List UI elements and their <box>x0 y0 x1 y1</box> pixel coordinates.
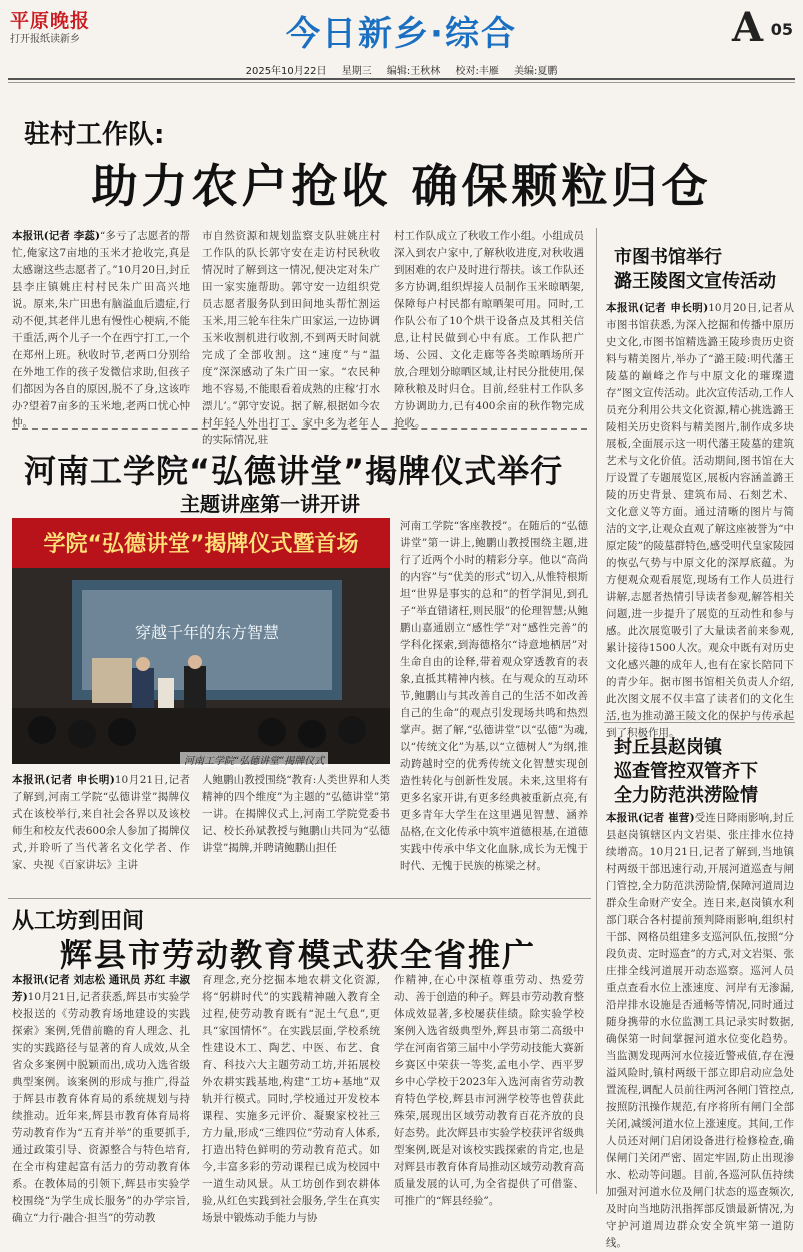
story3-column-1 <box>12 972 191 1224</box>
editor-credit: 编辑:王秋林 <box>386 66 441 77</box>
story3-top-rule <box>8 898 591 899</box>
side2-byline-note: (记者 崔营) <box>637 812 695 824</box>
story2-col3-text: 河南工学院“客座教授”。在随后的“弘德讲堂”第一讲上,鲍鹏山教授围绕主题,进行了近两个小时的精彩分享。他以“高尚的内容”与“优美的形式”切入,从惟特根斯坦“世界是事实的总和”的哲学洞见,到孔子“举直错诸枉,则民服”的伦理智慧;从鲍鹏山嘉通剧立“感性学”对“感性完善”的学科化探索,到海德格尔“诗意地栖居”对生命自由的诠释,带着观众穿透教育的表象,直抵其精神内核。在与观众的互动环节,鲍鹏山与其改善自己的生活不如改善自己的生命”的观点引发现场共鸣和热烈掌声。据了解,“弘德讲堂”以“弘德”为魂,以“传统文化”为基,以“立德树人”为纲,推动跨越时空的优秀传统文化智慧实现创造性转化与创新性发展。未来,这里将有更多名家开讲,有更多经典被重新点亮,有更多青年大学生在这里遇见智慧、涵养品格,在文化传承中筑牢道德根基,在道德实践中传承中华文化血脉,成长为无愧于时代、无愧于民族的栋梁之材。 <box>400 520 588 872</box>
side1-body <box>606 300 795 739</box>
issue-info-line <box>0 62 803 77</box>
story2-column-3 <box>400 518 588 890</box>
story3-column-2 <box>202 972 380 1224</box>
story3-byline-note: (记者 刘志松 通讯员 苏红 丰淑芳) <box>12 974 191 1003</box>
issue-weekday: 星期三 <box>341 66 372 77</box>
side1-title-line2: 潞王陵图文宣传活动 <box>614 271 776 292</box>
story1-col1-text: “多亏了志愿者的帮忙,俺家这7亩地的玉米才抢收完,真是太感谢这些志愿者了。”10月20日,封丘县李庄镇姚庄村村民朱广田高兴地说。原来,朱广田患有脑溢血后遗症,行动不便,其老伴儿患有慢性心梗病,不能干重活,两个儿子一个在西宁打工,一个在郑州上班。秋收时节,老两口分别给在外地工作的孩子发微信求助,但孩子们都因为各自的原因,脱不了身,这该咋办?望着7亩多的玉米地,老两口忧心忡忡。 <box>12 230 191 429</box>
designer-credit: 美编:夏鹏 <box>514 66 558 77</box>
page-number: 05 <box>770 20 793 39</box>
story1-kicker: 驻村工作队: <box>24 120 165 150</box>
story2-column-1 <box>12 772 190 890</box>
story2-byline-note: (记者 申长明) <box>45 774 115 786</box>
side2-body <box>606 810 794 1249</box>
section-divider-dashed <box>12 428 587 430</box>
story1-column-2 <box>202 228 380 446</box>
side1-title <box>614 246 794 294</box>
story1-byline: 本报讯 <box>12 230 44 242</box>
side2-title-line3: 全力防范洪涝险情 <box>614 785 758 806</box>
side1-byline: 本报讯 <box>606 302 639 314</box>
photo-banner-text: 学院“弘德讲堂”揭牌仪式暨首场 <box>43 532 359 557</box>
story1-byline-note: (记者 李蕊) <box>43 230 100 242</box>
side1-byline-note: (记者 申长明) <box>638 302 709 314</box>
header-rule <box>8 78 795 80</box>
page-letter: A <box>731 4 763 51</box>
side2-body-text: 受连日降雨影响,封丘县赵岗镇辖区内文岩渠、张庄排水位持续增高。10月21日,记者了解到,当地镇村两级干部迅速行动,开展河道巡查与闸门管控,全力防范洪涝险情,保障河道周边群众生命财产安全。连日来,赵岗镇水利部门联合各村提前预判降雨影响,组织村干部、网格员组建多支巡河队伍,按照“分段负责、定时巡查”的方式,对文岩渠、张庄排全线河道展开动态巡察。巡河人员重点查看水位上涨速度、河岸有无渗漏,沿岸排水设施是否通畅等情况,同时通过随身携带的水位监测工具记录实时数据,确保第一时间掌握河道水位变化趋势。当监测发现两河水位接近警戒值,存在漫溢风险时,镇村两级干部立即启动应急处置流程,调配人员前往两河各闸门管控点,按照防汛操作规范,有序将所有闸门全部关闭,减缓河道水位上涨速度。其间,工作人员还对闸门启闭设备进行检修检查,确保闸门关闭严密、固定牢固,防止出现渗水、松动等问题。目前,各巡河队伍持续加强对河道水位及闸门状态的巡查频次,及时向当地防汛指挥部反馈最新情况,为守护河道周边群众安全筑牢第一道防线。 <box>606 812 794 1249</box>
story2-column-2 <box>202 772 390 890</box>
sidebar-divider <box>596 228 597 1194</box>
story2-photo <box>12 518 390 764</box>
section-title: 今日新乡·综合 <box>286 14 517 54</box>
sidebar-rule <box>604 722 795 723</box>
story1-col3-text: 村工作队成立了秋收工作小组。小组成员深入到农户家中,了解秋收进度,对秋收遇到困难的农户及时进行帮扶。该工作队还多方协调,组织焊接人员制作玉米晾晒架,保障每户村民都有晾晒架可用。同时,工作队公布了10个烘干设备点及其相关信息,让村民做到心中有底。工作队把广场、公园、文化走廊等各类晾晒场所开放,合理划分晾晒区域,让村民分批使用,保障秋粮及时归仓。目前,经驻村工作队多方协调助力,已有400余亩的秋作物完成抢收。 <box>394 230 584 429</box>
side2-byline: 本报讯 <box>606 812 638 824</box>
story3-headline: 辉县市劳动教育模式获全省推广 <box>60 936 537 974</box>
newspaper-slogan: 打开报纸读新乡 <box>10 34 80 45</box>
story3-byline: 本报讯 <box>12 974 44 986</box>
story1-column-3 <box>394 228 584 429</box>
story1-col2-text: 市自然资源和规划监察支队驻姚庄村工作队的队长郭守安在走访村民秋收情况时了解到这一情况,便决定对朱广田一家实施帮助。郭守安一边组织党员志愿者服务队到田间地头帮忙割运玉米,用三轮车往朱广田家运,一边协调玉米收割机进行收割,不到两天时间就完成了全部收割。这“速度”与“温度”深深感动了朱广田一家。“农民种地不容易,不能眼看着成熟的庄稼‘打水漂儿’。”郭守安说。据了解,根据如今农村年轻人外出打工、家中多为老年人的实际情况,驻 <box>202 230 380 446</box>
side2-title <box>614 736 794 808</box>
side1-body-text: 10月20日,记者从市图书馆获悉,为深入挖掘和传播中原历史文化,市图书馆精选潞王陵珍贵历史资料与精美图片,举办了“潞王陵:明代藩王陵墓的巅峰之作与中原文化的璀璨遗存”图文宣传活动。此次宣传活动,工作人员充分利用公共文化资源,精心挑选潞王陵相关历史资料与精美图片,制作成多块展板,全面展示这一明代藩王陵墓的建筑艺术与文化价值。活动期间,图书馆在大厅设置了专题展览区,展板内容涵盖潞王陵的历史背景、建筑布局、石刻艺术、文化意义等方面。通过清晰的图片与简洁的文字,让观众直观了解这座被誉为“中原定陵”的陵墓群特色,感受明代皇家陵园的恢弘气势与中原文化的深厚底蕴。为方便观众观看展览,现场有工作人员进行讲解,志愿者热情引导读者参观,解答相关问题,进一步提升了展览的互动性和参与感。此次展览吸引了大量读者前来参观,累计接待1500人次。观众中既有对历史文化感兴趣的成年人,也有在家长陪同下的青少年。据市图书馆相关负责人介绍,此次图文展不仅丰富了读者们的文化生活,也为推动潞王陵文化的保护与传承起到了积极作用。 <box>606 302 795 739</box>
story2-byline: 本报讯 <box>12 774 46 786</box>
newspaper-logo: 平原晚报 <box>10 10 91 32</box>
story1-headline: 助力农户抢收 确保颗粒归仓 <box>91 159 712 213</box>
story2-col1-text: 10月21日,记者了解到,河南工学院“弘德讲堂”揭牌仪式在该校举行,来自社会各界以及该校师生和校友代表600余人参加了揭牌仪式,并聆听了当代著名文化学者、作家、央视《百家讲坛》主讲 <box>12 774 191 871</box>
issue-date: 2025年10月22日 <box>245 66 327 77</box>
story3-kicker: 从工坊到田间 <box>12 909 145 934</box>
story2-subhead: 主题讲座第一讲开讲 <box>180 492 360 516</box>
proofreader-credit: 校对:丰雁 <box>455 66 499 77</box>
story2-photo-caption: 河南工学院“弘德讲堂”揭牌仪式 <box>180 752 328 767</box>
story2-headline: 河南工学院“弘德讲堂”揭牌仪式举行 <box>24 452 564 490</box>
story3-col3-text: 作精神,在心中深植尊重劳动、热爱劳动、善于创造的种子。辉县市劳动教育整体成效显著,多校屡获佳绩。除实验学校案例入选省级典型外,辉县市第二高级中学在河南省第三届中小学劳动技能大赛新乡赛区中荣获一等奖,孟电小学、西平罗乡中心学校于2023年入选河南省劳动教育特色学校,辉县市河洲学校等也曾获此殊荣,展现出区域劳动教育百花齐放的良好态势。此次辉县市实验学校获评省级典型案例,既是对该校实践探索的肯定,也是对辉县市教育体育局推动区域劳动教育高质量发展的认可,为全省提供了可借鉴、可推广的“辉县经验”。 <box>394 974 584 1207</box>
ceremony-photo-illustration <box>12 518 390 764</box>
story3-col1-text: 10月21日,记者获悉,辉县市实验学校报送的《劳动教育场地建设的实践探索》案例,凭借前瞻的育人理念、扎实的实践路径与显著的育人成效,从全省众多案例中脱颖而出,成功入选省级典型案例。该案例的形成与推广,得益于辉县市教育体育局的系统规划与持续推动。近年来,辉县市教育体育局将劳动教育作为“五育并举”的重要抓手,通过政策引导、资源整合与特色培育,在全市构建起富有活力的劳动教育体系。在教体局的引领下,辉县市实验学校围绕“为学生成长服务”的办学宗旨,确立“力行·融合·担当”的劳动教 <box>12 991 190 1224</box>
side1-title-line1: 市图书馆举行 <box>614 247 722 268</box>
story3-col2-text: 育理念,充分挖掘本地农耕文化资源,将“躬耕时代”的实践精神融入教育全过程,使劳动教育既有“泥土气息”,更具“家国情怀”。在实践层面,学校系统性建设木工、陶艺、中医、布艺、食育、科技六大主题劳动工坊,并拓展校外农耕实践基地,构建“工坊+基地”双轨并行模式。同时,学校通过开发校本课程、实施多元评价、凝聚家校社三方力量,形成“三维四位”劳动育人体系,打造出特色鲜明的劳动教育范式。如今,丰富多彩的劳动课程已成为校园中一道生动风景。从工坊创作到农耕体验,从红色实践到社会服务,学生在真实场景中锻炼动手能力与协 <box>202 974 380 1224</box>
header-rule-thin <box>8 82 795 83</box>
story2-col2-text: 人鲍鹏山教授围绕“教育:人类世界和人类精神的四个维度”为主题的“弘德讲堂”第一讲。在揭牌仪式上,河南工学院党委书记、校长孙斌教授与鲍鹏山共同为“弘德讲堂”揭牌,并聘请鲍鹏山担任 <box>202 774 390 854</box>
side2-title-line2: 巡查管控双管齐下 <box>614 761 758 782</box>
story1-column-1 <box>12 228 191 429</box>
story3-column-3 <box>394 972 584 1207</box>
side2-title-line1: 封丘县赵岗镇 <box>614 737 722 758</box>
photo-screen-text: 穿越千年的东方智慧 <box>134 623 280 642</box>
